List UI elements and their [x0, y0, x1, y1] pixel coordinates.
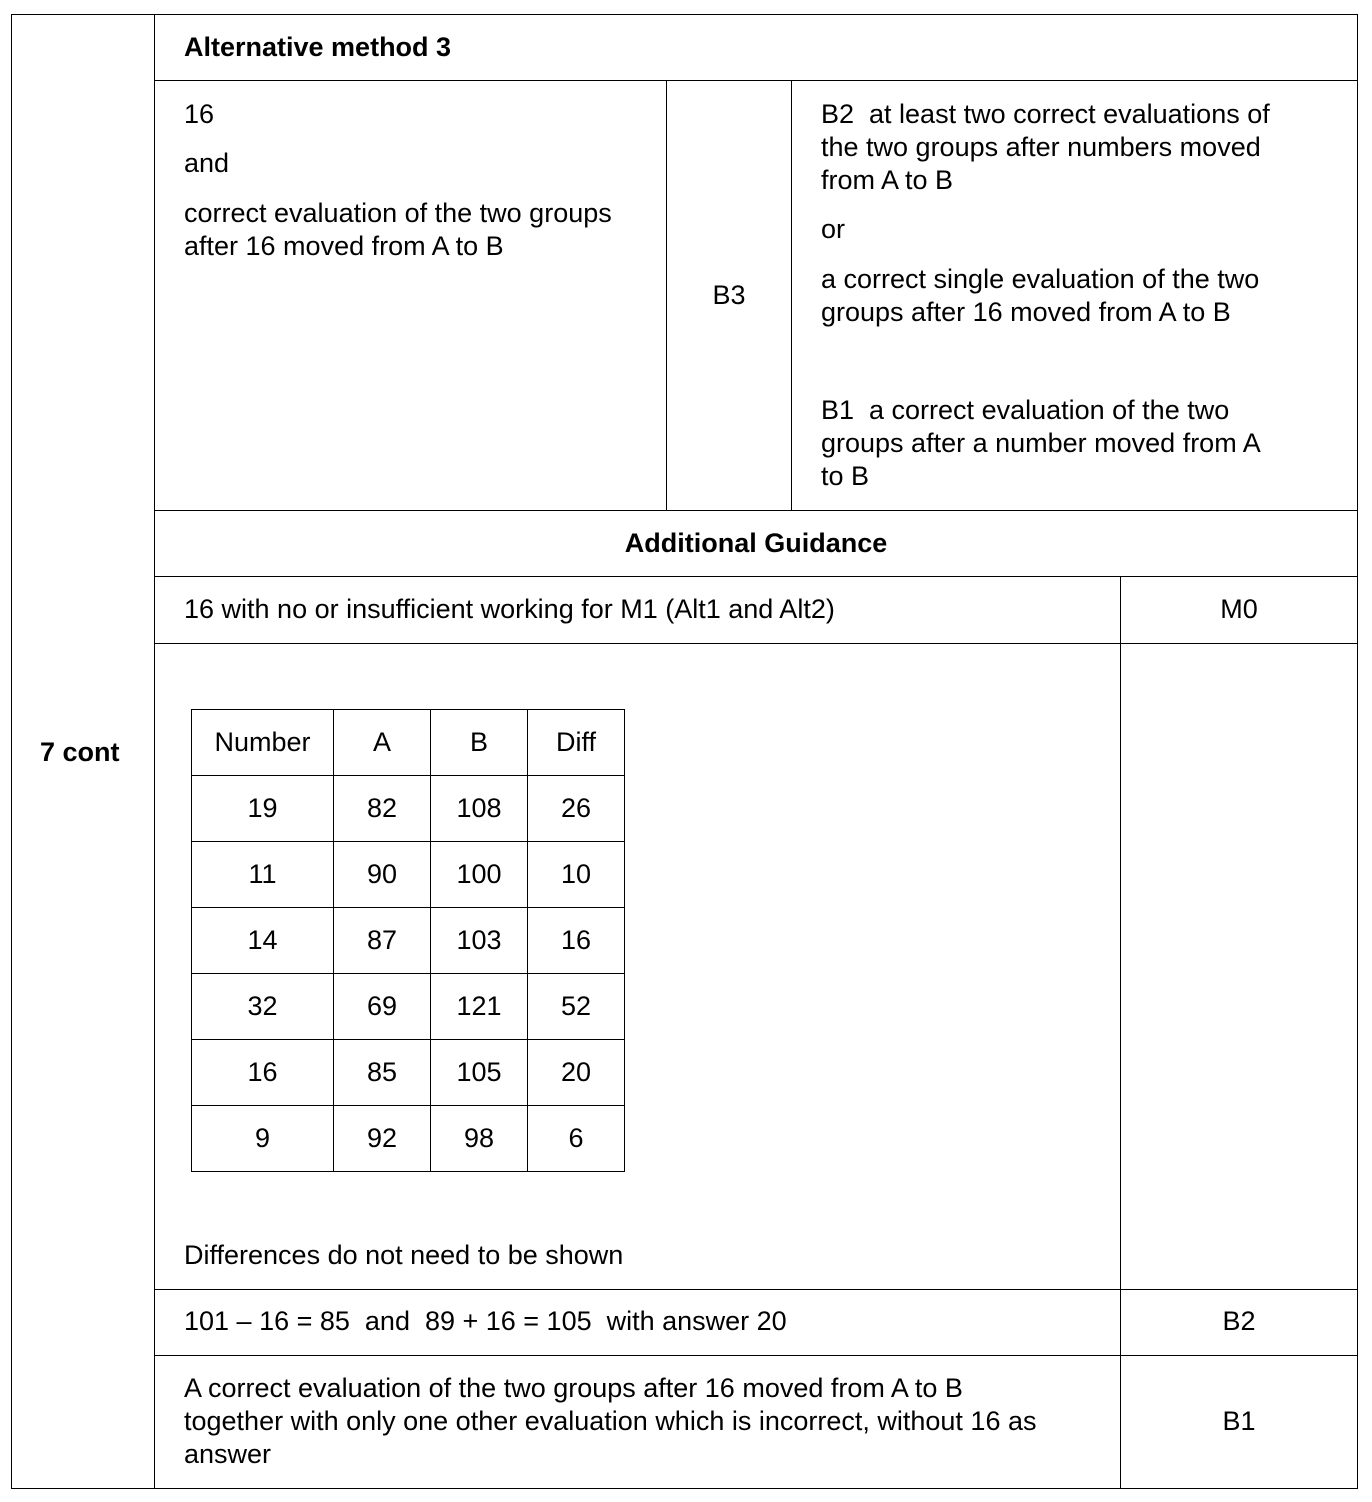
table-row — [192, 842, 625, 908]
guidance-mark-divider — [1120, 576, 1121, 1489]
table-cell: 90 — [334, 842, 431, 908]
table-cell: 20 — [528, 1040, 625, 1106]
guidance-row-1-text: 16 with no or insufficient working for M1 (Alt1 and Alt2) — [184, 594, 835, 624]
table-cell: 6 — [528, 1106, 625, 1172]
outer-top-border — [11, 14, 1358, 15]
table-cell: 9 — [192, 1106, 334, 1172]
outer-bottom-border — [11, 1488, 1358, 1489]
table-cell: 103 — [431, 908, 528, 974]
outer-left-border — [11, 14, 12, 1489]
table-cell: 121 — [431, 974, 528, 1040]
table-header-b: B — [431, 710, 528, 776]
question-label: 7 cont — [40, 737, 120, 767]
table-header-a: A — [334, 710, 431, 776]
row-divider-alt-heading — [154, 80, 1358, 81]
table-row — [192, 1040, 625, 1106]
table-row — [192, 908, 625, 974]
table-cell: 100 — [431, 842, 528, 908]
row-divider-guidance-1 — [154, 643, 1358, 644]
guidance-row-3-mark: B1 — [1222, 1406, 1256, 1436]
table-note: Differences do not need to be shown — [184, 1240, 624, 1270]
table-cell: 105 — [431, 1040, 528, 1106]
criterion-b2: B2 at least two correct evaluations of the two groups after numbers moved from A to B — [821, 99, 1270, 195]
question-column-divider — [154, 14, 155, 1489]
table-cell: 92 — [334, 1106, 431, 1172]
table-row — [192, 1106, 625, 1172]
guidance-row-2-text: 101 – 16 = 85 and 89 + 16 = 105 with answer 20 — [184, 1306, 787, 1336]
table-cell: 87 — [334, 908, 431, 974]
table-cell: 16 — [528, 908, 625, 974]
table-cell: 52 — [528, 974, 625, 1040]
table-cell: 98 — [431, 1106, 528, 1172]
row-divider-guidance-2 — [154, 1289, 1358, 1290]
table-header-number: Number — [192, 710, 334, 776]
table-cell: 32 — [192, 974, 334, 1040]
table-cell: 69 — [334, 974, 431, 1040]
alt-method-mark: B3 — [712, 280, 746, 310]
alt-mark-criteria-divider — [791, 80, 792, 511]
table-cell: 82 — [334, 776, 431, 842]
table-row — [192, 974, 625, 1040]
evaluation-table — [191, 709, 625, 1172]
table-cell: 26 — [528, 776, 625, 842]
table-header-row — [192, 710, 625, 776]
table-cell: 14 — [192, 908, 334, 974]
row-divider-alt-body — [154, 510, 1358, 511]
criterion-single: a correct single evaluation of the two groups after 16 moved from A to B — [821, 264, 1260, 327]
alt-answer-line-2: and — [184, 148, 230, 178]
outer-right-border — [1357, 14, 1358, 1489]
table-cell: 108 — [431, 776, 528, 842]
guidance-row-1-mark: M0 — [1220, 594, 1258, 624]
table-header-diff: Diff — [528, 710, 625, 776]
row-divider-guidance-3 — [154, 1355, 1358, 1356]
table-cell: 85 — [334, 1040, 431, 1106]
alt-method-heading: Alternative method 3 — [184, 32, 452, 62]
criterion-b1: B1 a correct evaluation of the two groups after a number moved from A to B — [821, 395, 1261, 491]
alt-answer-line-3: correct evaluation of the two groups after 16 moved from A to B — [184, 198, 612, 261]
alt-answer-line-1: 16 — [184, 99, 215, 129]
criterion-or: or — [821, 214, 846, 244]
table-cell: 10 — [528, 842, 625, 908]
guidance-row-2-mark: B2 — [1222, 1306, 1256, 1336]
guidance-heading: Additional Guidance — [624, 528, 888, 558]
table-cell: 19 — [192, 776, 334, 842]
table-cell: 16 — [192, 1040, 334, 1106]
table-cell: 11 — [192, 842, 334, 908]
row-divider-guidance-heading — [154, 576, 1358, 577]
table-row — [192, 776, 625, 842]
guidance-row-3-text: A correct evaluation of the two groups after 16 moved from A to B together with only one other evaluation which is incorrect, without 16 as answer — [184, 1373, 1037, 1469]
